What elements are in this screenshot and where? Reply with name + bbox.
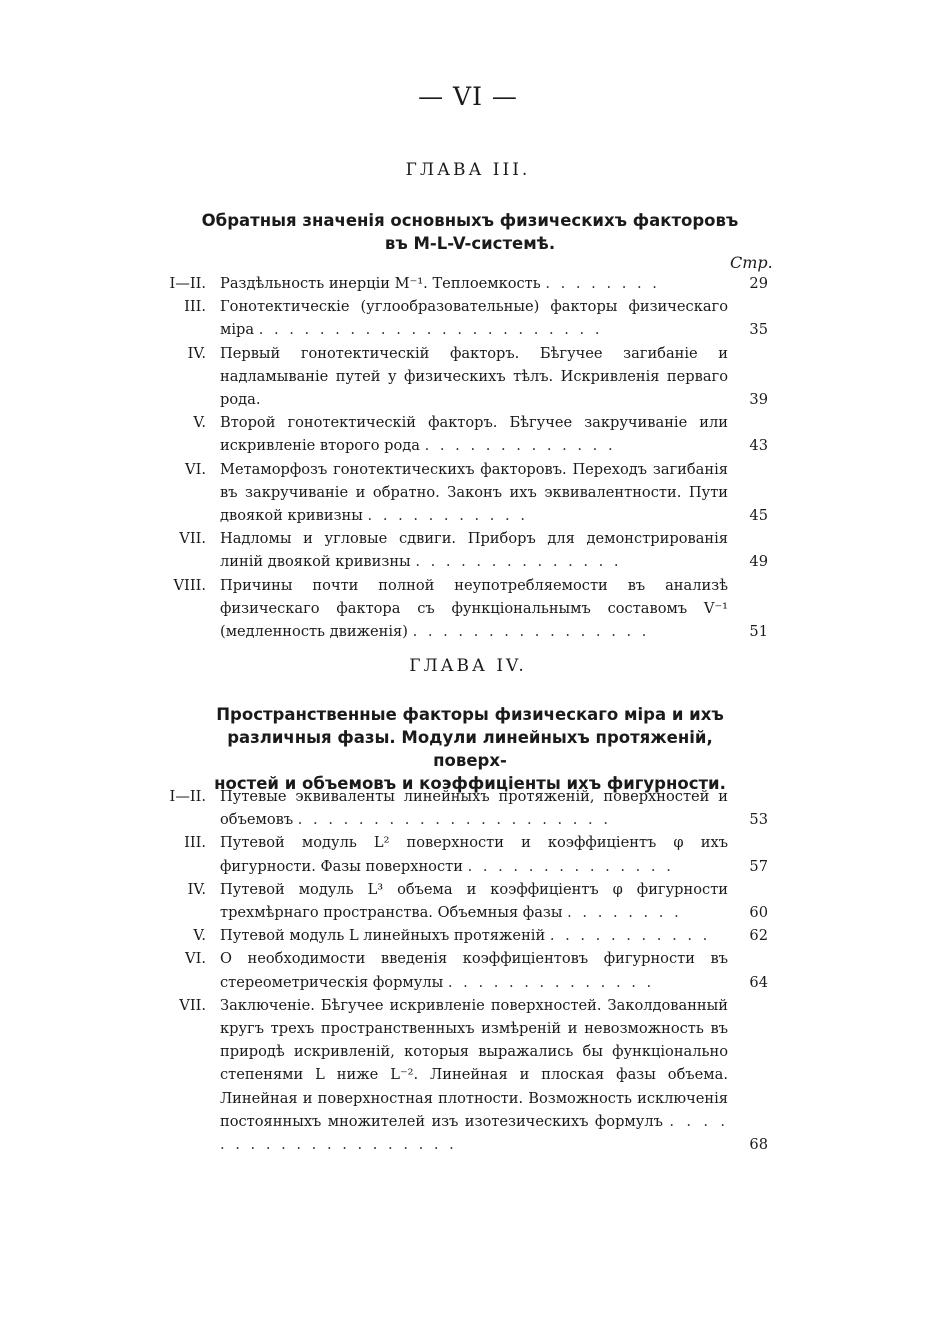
toc-entry-number: IV.: [187, 344, 206, 362]
page-number: — VI —: [418, 82, 518, 111]
toc-entry-number: VI.: [185, 950, 206, 968]
toc-entry-number: I—II.: [169, 788, 206, 805]
toc-entry-text: Причины почти полной неупотребляемости въ анализѣ физическаго фактора съ функціональнымъ составомъ V⁻¹ (медленность движенія): [220, 576, 728, 641]
toc-entry[interactable]: V. Второй гонотектическій факторъ. Бѣгучее закручиваніе или искривленіе второго рода . . . . . . . . . . . . . 43: [0, 411, 936, 457]
toc-entry-page: 60: [749, 904, 768, 922]
chapter-4-title-line: Пространственные факторы физическаго міра и ихъ: [216, 705, 724, 724]
toc-entry-page: 64: [749, 973, 768, 991]
toc-entry-number: VII.: [179, 996, 206, 1014]
toc-entry[interactable]: [0, 342, 936, 412]
chapter-3-title-line: Обратныя значенія основныхъ физическихъ факторовъ: [201, 211, 739, 230]
toc-entry[interactable]: III. Путевой модуль L² поверхности и коэффиціентъ φ ихъ фигурности. Фазы поверхности . . . . . . . . . . . . . . 57: [0, 831, 936, 877]
toc-entry[interactable]: VI. О необходимости введенія коэффиціентовъ фигурности въ стереометрическія формулы . . . . . . . . . . . . . . 64: [0, 947, 936, 993]
toc-entry-page: 49: [749, 553, 768, 571]
toc-entry-number: IV.: [187, 880, 206, 898]
toc-entry-text: Заключеніе. Бѣгучее искривленіе поверхностей. Заколдованный кругъ трехъ пространственныхъ измѣреній и невозможность въ природѣ искривленій, которыя выражались бы функціонально степенями L ниже L⁻². Линейная и плоская фазы объема. Линейная и поверхностная плотности. Возможность исключенія постоянныхъ множителей изъ изотезическихъ формулъ: [220, 996, 728, 1130]
toc-entry-text: Раздѣльность инерціи M⁻¹. Теплоемкость: [220, 275, 541, 292]
chapter-4-title-line: различныя фазы. Модули линейныхъ протяженій, поверх-: [227, 728, 713, 770]
chapter-3-title-line: въ M-L-V-системѣ.: [384, 234, 556, 253]
toc-entry-number: VI.: [185, 460, 206, 478]
toc-entry[interactable]: I—II. Раздѣльность инерціи M⁻¹. Теплоемкость . . . . . . . . 29: [0, 272, 936, 295]
toc-entry[interactable]: I—II. Путевые эквиваленты линейныхъ протяженій, поверхностей и объемовъ . . . . . . . . . . . . . . . . . . . . . 53: [0, 785, 936, 831]
toc-entry-text: Гонотектическіе (углообразовательные) факторы физическаго міра: [220, 298, 728, 339]
toc-entry-text: Метаморфозъ гонотектическихъ факторовъ. Переходъ загибанія въ закручиваніе и обратно. Законъ ихъ эквивалентности. Пути двоякой кривизны: [220, 460, 728, 525]
chapter-4-toc: [0, 785, 936, 1156]
toc-entry-page: 57: [749, 857, 768, 875]
chapter-4-title: [190, 703, 750, 795]
toc-entry-text: О необходимости введенія коэффиціентовъ фигурности въ стереометрическія формулы: [220, 950, 728, 991]
toc-entry-page: 43: [749, 437, 768, 455]
toc-entry[interactable]: IV. Путевой модуль L³ объема и коэффиціентъ φ фигурности трехмѣрнаго пространства. Объемныя фазы . . . . . . . . 60: [0, 878, 936, 924]
toc-entry-text: Путевой модуль L линейныхъ протяженій: [220, 927, 546, 945]
toc-entry-page: 53: [749, 811, 768, 829]
chapter-3-title: [190, 209, 750, 255]
toc-entry[interactable]: III. Гонотектическіе (углообразовательные) факторы физическаго міра . . . . . . . . . . . . . . . . . . . . . . . 35: [0, 295, 936, 341]
toc-entry-number: III.: [184, 298, 206, 316]
toc-entry-number: V.: [193, 414, 206, 432]
page-column-label: Стр.: [730, 253, 773, 272]
toc-entry-page: 39: [749, 391, 768, 409]
toc-entry-text: Первый гонотектическій факторъ. Бѣгучее загибаніе и надламываніе путей у физическихъ тѣлъ. Искривленія перваго рода.: [220, 344, 728, 409]
toc-entry-number: V.: [193, 927, 206, 945]
toc-entry-page: 68: [749, 1136, 768, 1154]
chapter-3-toc: [0, 272, 936, 643]
toc-entry-number: I—II.: [169, 275, 206, 292]
toc-entry-number: VIII.: [173, 576, 206, 594]
toc-entry[interactable]: VII. Заключеніе. Бѣгучее искривленіе поверхностей. Заколдованный кругъ трехъ пространственныхъ измѣреній и невозможность въ природѣ искривленій, которыя выражались бы функціонально степенями L ниже L⁻². Линейная и плоская фазы объема. Линейная и поверхностная плотности. Возможность исключенія постоянныхъ множителей изъ изотезическихъ формулъ . . . . . . . . . . . . . . . . . . . . 68: [0, 994, 936, 1156]
toc-entry-number: VII.: [179, 530, 206, 548]
toc-entry-text: Путевые эквиваленты линейныхъ протяженій, поверхностей и объемовъ: [220, 788, 728, 829]
toc-entry-text: Путевой модуль L² поверхности и коэффиціентъ φ ихъ фигурности. Фазы поверхности: [220, 834, 728, 875]
toc-entry-text: Надломы и угловые сдвиги. Приборъ для демонстрированія линій двоякой кривизны: [220, 530, 728, 571]
toc-entry[interactable]: VIII. Причины почти полной неупотребляемости въ анализѣ физическаго фактора съ функціональнымъ составомъ V⁻¹ (медленность движенія) . . . . . . . . . . . . . . . . 51: [0, 574, 936, 644]
chapter-4-label: ГЛАВА IV.: [409, 656, 527, 676]
toc-entry[interactable]: VII. Надломы и угловые сдвиги. Приборъ для демонстрированія линій двоякой кривизны . . . . . . . . . . . . . . 49: [0, 527, 936, 573]
chapter-4-title-line: ностей и объемовъ и коэффиціенты ихъ фигурности.: [214, 774, 726, 793]
toc-entry-page: 45: [749, 507, 768, 525]
toc-entry-page: 29: [749, 275, 768, 292]
chapter-3-label: ГЛАВА III.: [405, 160, 531, 180]
toc-entry-page: 51: [749, 623, 768, 641]
toc-entry-number: III.: [184, 834, 206, 852]
toc-entry-page: 35: [749, 321, 768, 339]
toc-entry-text: Путевой модуль L³ объема и коэффиціентъ φ фигурности трехмѣрнаго пространства. Объемныя фазы: [220, 880, 728, 922]
toc-entry-page: 62: [749, 927, 768, 945]
toc-entry[interactable]: V. Путевой модуль L линейныхъ протяженій . . . . . . . . . . . 62: [0, 924, 936, 947]
toc-entry-text: Второй гонотектическій факторъ. Бѣгучее закручиваніе или искривленіе второго рода: [220, 414, 728, 455]
toc-entry[interactable]: VI. Метаморфозъ гонотектическихъ факторовъ. Переходъ загибанія въ закручиваніе и обратно. Законъ ихъ эквивалентности. Пути двоякой кривизны . . . . . . . . . . . 45: [0, 458, 936, 528]
